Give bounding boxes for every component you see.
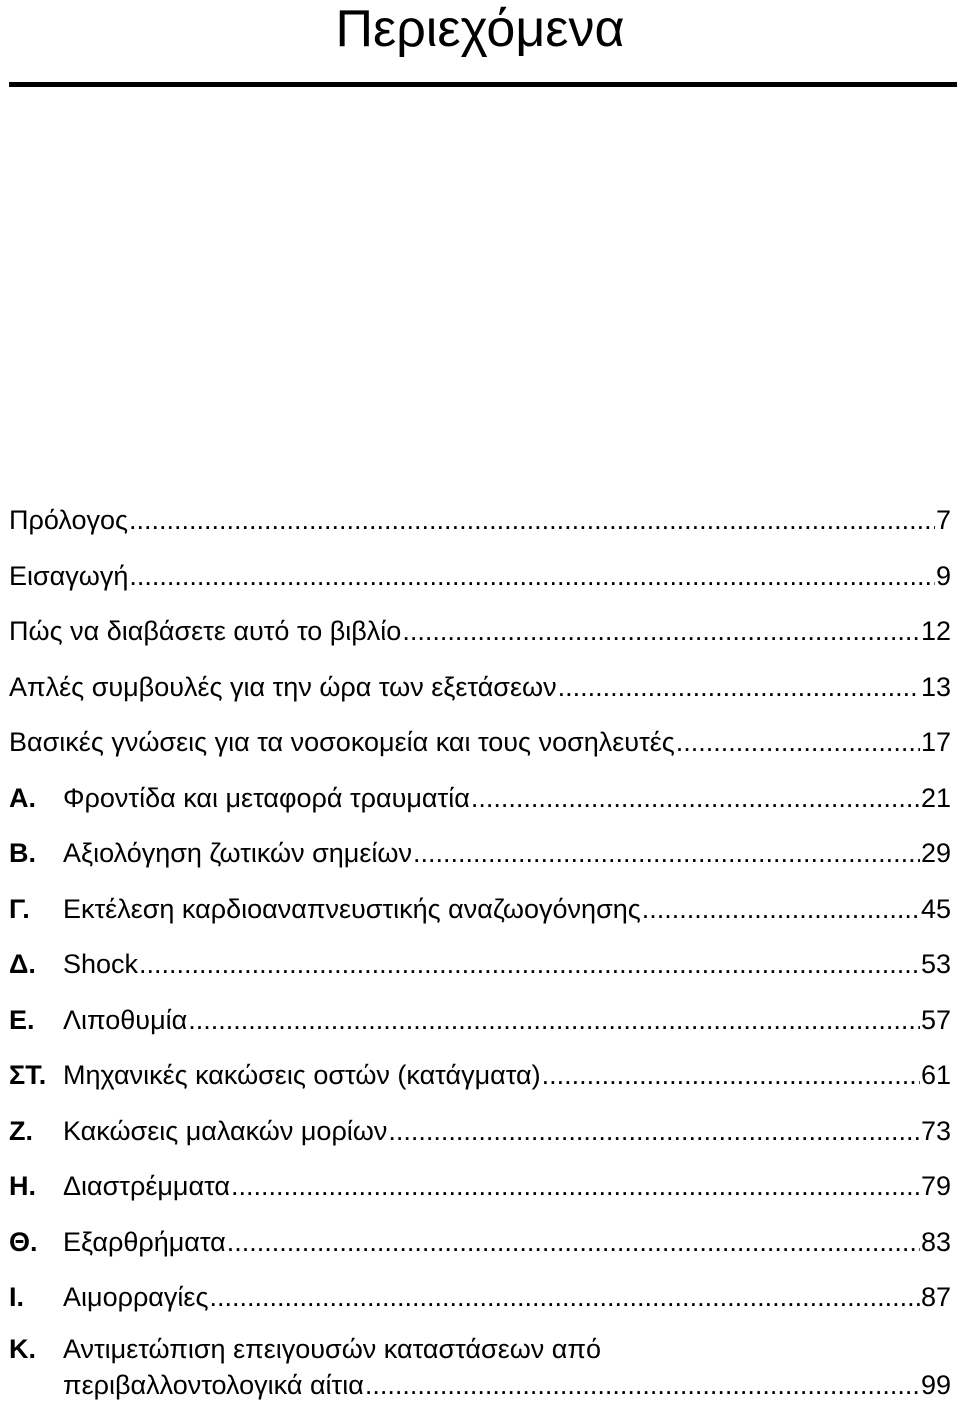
toc-leader-dots — [558, 665, 920, 709]
toc-entry-title: Εξαρθρήματα — [63, 1226, 226, 1257]
toc-leader-dots — [365, 1367, 920, 1403]
toc-page-number: 87 — [920, 1282, 951, 1312]
toc-entry-title: Διαστρέμματα — [63, 1171, 230, 1201]
toc-page-number: 7 — [935, 505, 951, 535]
toc-leader-dots — [227, 1220, 920, 1264]
toc-entry-title-line-2: περιβαλλοντολογικά αίτια — [63, 1369, 364, 1400]
toc-entry-label: Θ. — [9, 1226, 38, 1257]
toc-entry-title: Βασικές γνώσεις για τα νοσοκομεία και τους νοσηλευτές — [9, 727, 675, 757]
toc-entry-chapter-i[interactable] — [9, 1275, 951, 1331]
toc-entry-label: Γ. — [9, 893, 30, 924]
toc-leader-dots — [471, 776, 920, 820]
toc-page-number: 83 — [920, 1226, 951, 1257]
toc-entry-introduction[interactable] — [9, 554, 951, 610]
toc-entry-title: Αξιολόγηση ζωτικών σημείων — [63, 838, 412, 868]
toc-entry-title: Φροντίδα και μεταφορά τραυματία — [63, 782, 470, 813]
toc-leader-dots — [542, 1053, 920, 1097]
toc-entry-label: Η. — [9, 1171, 36, 1201]
toc-page-number: 57 — [920, 1004, 951, 1035]
toc-entry-chapter-k[interactable] — [9, 1331, 951, 1403]
table-of-contents — [9, 498, 951, 1403]
toc-leader-dots — [413, 831, 920, 875]
toc-entry-title: Απλές συμβουλές για την ώρα των εξετάσεων — [9, 671, 557, 702]
toc-entry-label: Β. — [9, 838, 36, 868]
toc-leader-dots — [129, 498, 935, 542]
toc-page-number: 73 — [920, 1115, 951, 1146]
toc-entry-chapter-th[interactable] — [9, 1220, 951, 1276]
toc-entry-chapter-d[interactable] — [9, 942, 951, 998]
toc-leader-dots — [676, 720, 920, 764]
toc-page-number: 79 — [920, 1171, 951, 1201]
toc-entry-label: Κ. — [9, 1333, 36, 1364]
toc-page-number: 45 — [920, 893, 951, 924]
toc-leader-dots — [642, 887, 920, 931]
title-divider — [9, 82, 957, 87]
toc-entry-chapter-c[interactable] — [9, 887, 951, 943]
toc-entry-chapter-h[interactable] — [9, 1164, 951, 1220]
toc-page-number: 61 — [920, 1060, 951, 1090]
toc-page-number: 9 — [935, 560, 951, 591]
toc-entry-chapter-b[interactable] — [9, 831, 951, 887]
toc-entry-chapter-a[interactable] — [9, 776, 951, 832]
toc-leader-dots — [139, 942, 920, 986]
toc-entry-label: Ε. — [9, 1004, 35, 1035]
toc-entry-title: Πώς να διαβάσετε αυτό το βιβλίο — [9, 616, 402, 646]
toc-entry-label: Α. — [9, 782, 36, 813]
toc-entry-hospital-basics[interactable] — [9, 720, 951, 776]
page-title: Περιεχόμενα — [335, 0, 625, 58]
toc-entry-title: Λιποθυμία — [63, 1004, 188, 1035]
toc-leader-dots — [402, 609, 920, 653]
toc-page-number: 29 — [920, 838, 951, 868]
toc-entry-chapter-st[interactable] — [9, 1053, 951, 1109]
toc-entry-label: Ι. — [9, 1282, 25, 1312]
toc-entry-prologue[interactable] — [9, 498, 951, 554]
toc-page-number: 13 — [920, 671, 951, 702]
toc-entry-title: Εισαγωγή — [9, 560, 129, 591]
toc-entry-how-to-read[interactable] — [9, 609, 951, 665]
toc-page-number: 53 — [920, 949, 951, 979]
toc-entry-label: Ζ. — [9, 1115, 33, 1146]
toc-leader-dots — [129, 554, 935, 598]
toc-entry-title-line-1: Αντιμετώπιση επειγουσών καταστάσεων από — [63, 1333, 602, 1364]
toc-leader-dots — [231, 1164, 920, 1208]
toc-page-number: 99 — [920, 1369, 951, 1400]
toc-leader-dots — [209, 1275, 919, 1319]
toc-page-number: 17 — [920, 727, 951, 757]
toc-page-number: 21 — [920, 782, 951, 813]
toc-leader-dots — [388, 1109, 920, 1153]
toc-entry-title: Εκτέλεση καρδιοαναπνευστικής αναζωογόνησης — [63, 893, 641, 924]
toc-entry-label: ΣΤ. — [9, 1060, 47, 1090]
toc-page-number: 12 — [920, 616, 951, 646]
toc-entry-title: Κακώσεις μαλακών μορίων — [63, 1115, 388, 1146]
toc-leader-dots — [188, 998, 920, 1042]
toc-entry-chapter-z[interactable] — [9, 1109, 951, 1165]
toc-entry-label: Δ. — [9, 949, 36, 979]
toc-entry-title: Μηχανικές κακώσεις οστών (κατάγματα) — [63, 1060, 541, 1090]
toc-entry-title: Πρόλογος — [9, 505, 128, 535]
toc-entry-title: Shock — [63, 949, 139, 979]
toc-entry-chapter-e[interactable] — [9, 998, 951, 1054]
toc-entry-exam-tips[interactable] — [9, 665, 951, 721]
toc-entry-title: Αιμορραγίες — [63, 1282, 209, 1312]
